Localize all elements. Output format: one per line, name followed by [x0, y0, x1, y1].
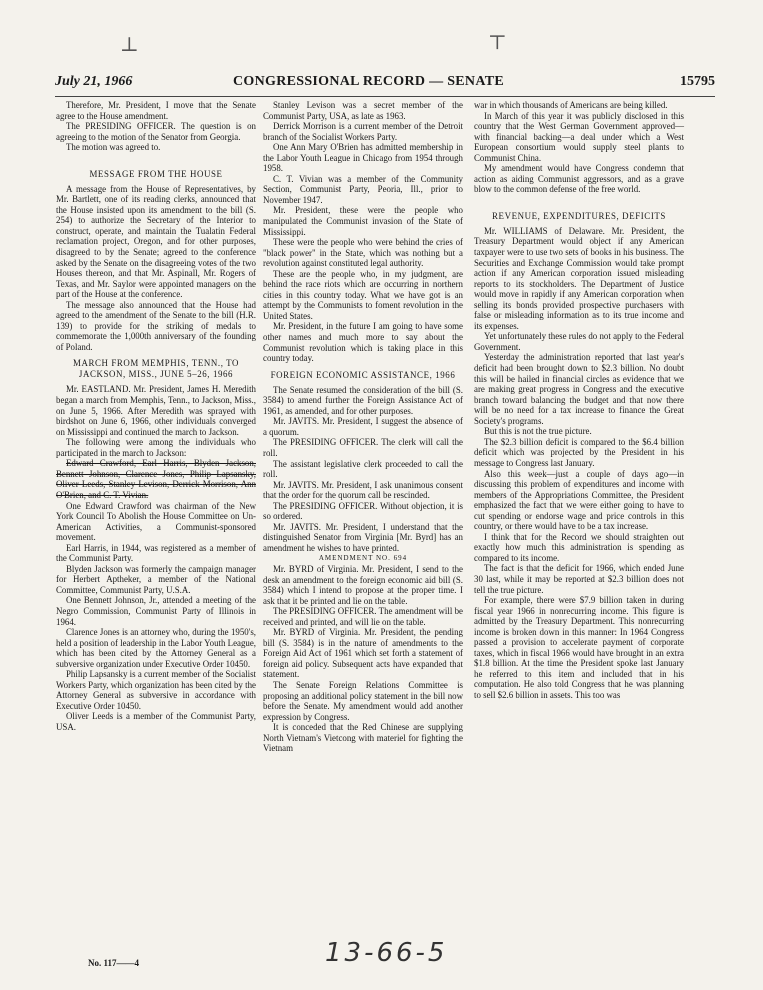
- paragraph: The message also announced that the House had agreed to the amendment of the Senate to the bill (H.R. 139) to provide for the striking of medals to commemorate the 1,000th anniversary of the founding of Poland.: [56, 299, 256, 352]
- header-date: July 21, 1966: [55, 74, 133, 89]
- paragraph: Mr. BYRD of Virginia. Mr. President, the pending bill (S. 3584) is in the nature of amendments to the Foreign Aid Act of 1961 which set forth a statement of foreign aid policy. Subsequent acts have expanded that statement.: [263, 627, 463, 680]
- paragraph: The PRESIDING OFFICER. Without objection, it is so ordered.: [263, 500, 463, 522]
- paragraph: Mr. JAVITS. Mr. President, I ask unanimous consent that the order for the quorum call be rescinded.: [263, 479, 463, 501]
- paragraph: Oliver Leeds is a member of the Communist Party, USA.: [56, 711, 256, 732]
- paragraph: In March of this year it was publicly disclosed in this country that the West German Government approved—with financial backing—a deal under which a West European consortium would supply steel plants to Communist China.: [474, 110, 684, 163]
- page-number: 15795: [680, 74, 715, 89]
- paragraph: A message from the House of Representatives, by Mr. Bartlett, one of its reading clerks, announced that the House insisted upon its amendment to the bill (S. 254) to authorize the Secretary of the Interior to construct, operate, and maintain the Tualatin Federal reclamation project, Oregon, and for other purposes, disagreed to by the Senate; agreed to the conference asked by the Senate on the disagreeing votes of the two Houses thereon, and that Mr. Aspinall, Mr. Rogers of Texas, and Mr. Saylor were appointed managers on the part of the House at the conference.: [56, 183, 256, 300]
- paragraph: Mr. JAVITS. Mr. President, I understand that the distinguished Senator from Virginia [Mr. Byrd] has an amendment he wishes to have printed.: [263, 521, 463, 553]
- handwritten-annotation: 13-66-5: [325, 938, 448, 968]
- column-2: [263, 100, 463, 754]
- paragraph: The following were among the individuals who participated in the march to Jackson:: [56, 437, 256, 458]
- section-heading: MESSAGE FROM THE HOUSE: [89, 168, 223, 179]
- paragraph: But this is not the true picture.: [484, 426, 592, 437]
- paragraph: I think that for the Record we should straighten out exactly how much this administration is spending as compared to its income.: [474, 531, 684, 563]
- paragraph: For example, there were $7.9 billion taken in during fiscal year 1966 in nonrecurring income. This figure is admitted by the Treasury Department. This nonrecurring income is broken down in this manner: In 1964 Congress passed a provision to accelerate payment of corporate taxes, which in fiscal 1966 would have brought in an extra $1.8 billion. At the time the President spoke last January he referred to this item and included that in his computation. He also told Congress that he was planning to sell $2.6 billion in assets. This too was: [474, 595, 684, 700]
- paragraph: Mr. President, these were the people who manipulated the Communist invasion of the State of Mississippi.: [263, 205, 463, 237]
- paragraph: The assistant legislative clerk proceeded to call the roll.: [263, 458, 463, 480]
- issue-number: No. 117——4: [88, 958, 140, 968]
- paragraph: One Bennett Johnson, Jr., attended a meeting of the Negro Commission, Communist Party of Illinois in 1964.: [56, 595, 256, 627]
- paragraph: Yesterday the administration reported that last year's deficit had been brought down to $2.3 billion. No doubt this will be hailed in financial circles as evidence that we are making great progress in Congress and the executive branch toward balancing the budget and that now there will be no need for a tax increase to finance the Great Society's programs.: [474, 352, 684, 426]
- section-heading: FOREIGN ECONOMIC ASSISTANCE, 1966: [270, 369, 456, 380]
- paragraph: The PRESIDING OFFICER. The question is on agreeing to the motion of the Senator from Georgia.: [56, 121, 256, 142]
- amendment-label: AMENDMENT NO. 694: [318, 554, 408, 563]
- binder-mark: ⊤: [488, 32, 507, 54]
- column-3: [474, 100, 684, 701]
- paragraph: The motion was agreed to.: [66, 142, 161, 153]
- paragraph: The fact is that the deficit for 1966, which ended June 30 last, while it may be reported at $2.3 billion does not tell the true picture.: [474, 563, 684, 595]
- paragraph: Earl Harris, in 1944, was registered as a member of the Communist Party.: [56, 542, 256, 564]
- paragraph: Also this week—just a couple of days ago—in discussing this problem of expenditures and income with members of the Appropriations Committee, the President emphasized the fact that we were either going to have to cut spending or endorse wage and price controls in this country, or there would have to be a tax increase.: [474, 468, 684, 532]
- paragraph: C. T. Vivian was a member of the Community Section, Communist Party, Peoria, Ill., prior to November 1947.: [263, 173, 463, 205]
- paragraph: One Edward Crawford was chairman of the New York Council To Abolish the House Committee on Un-American Activities, a Communist-sponsored movement.: [56, 500, 256, 543]
- binder-mark: ⊥: [120, 34, 139, 56]
- paragraph: These were the people who were behind the cries of "black power" in the State, which was nothing but a revolution against constituted legal authority.: [263, 237, 463, 269]
- paragraph: The Senate resumed the consideration of the bill (S. 3584) to amend further the Foreign Assistance Act of 1961, as amended, and for other purposes.: [263, 384, 463, 416]
- paragraph: Philip Lapsansky is a current member of the Socialist Workers Party, which organization has been cited by the Attorney General as subversive in accordance with Executive Order 10450.: [56, 669, 256, 711]
- paragraph: Clarence Jones is an attorney who, during the 1950's, held a position of leadership in the Labor Youth League, which has been cited by the Attorney General as a subversive organization under Executive Order 10450.: [56, 627, 256, 669]
- paragraph: The $2.3 billion deficit is compared to the $6.4 billion deficit which was projected by the President in his message to Congress last January.: [474, 436, 684, 468]
- paragraph: The PRESIDING OFFICER. The amendment will be received and printed, and will lie on the table.: [263, 606, 463, 627]
- paragraph: Mr. BYRD of Virginia. Mr. President, I send to the desk an amendment to the foreign economic aid bill (S. 3584) which I intend to propose at the proper time. I ask that it be printed and lie on the table.: [263, 563, 463, 606]
- paragraph: Mr. JAVITS. Mr. President, I suggest the absence of a quorum.: [263, 416, 463, 437]
- paragraph: Therefore, Mr. President, I move that the Senate agree to the House amendment.: [56, 100, 256, 121]
- paragraph: It is conceded that the Red Chinese are supplying North Vietnam's Vietcong with materiel for fighting the Vietnam: [263, 722, 463, 754]
- section-heading: MARCH FROM MEMPHIS, TENN., TO JACKSON, MISS., JUNE 5–26, 1966: [72, 358, 240, 380]
- paragraph: Mr. EASTLAND. Mr. President, James H. Meredith began a march from Memphis, Tenn., to Jackson, Miss., on June 5, 1966. After Meredith was sprayed with birdshot on June 6, 1966, other individuals converged on Mississippi and continued the march to Jackson.: [56, 384, 256, 437]
- paragraph: The Senate Foreign Relations Committee is proposing an additional policy statement in the bill now before the Senate. My amendment would add another expression by Congress.: [263, 679, 463, 722]
- paragraph: Mr. President, in the future I am going to have some other names and much more to say about the Communist revolution which is taking place in this country today.: [263, 321, 463, 364]
- page-header: [55, 74, 715, 97]
- paragraph: These are the people who, in my judgment, are behind the race riots which are occurring in northern cities in this country today. What we have got is an attempt by the Communists to foment revolution in the United States.: [263, 268, 463, 321]
- paragraph: Mr. WILLIAMS of Delaware. Mr. President, the Treasury Department would object if any American taxpayer were to use two sets of books in his business. The Securities and Exchange Commission would take prompt action if any American corporation issued misleading reports to its stockholders. The Department of Justice would move in rapidly if any American corporation when selling its bonds provided prospective purchasers with false or misleading information as to its true income and its expenses.: [474, 225, 684, 331]
- paragraph: war in which thousands of Americans are being killed.: [474, 100, 668, 110]
- column-1: [56, 100, 256, 733]
- section-heading: REVENUE, EXPENDITURES, DEFICITS: [492, 210, 666, 221]
- header-title: CONGRESSIONAL RECORD — SENATE: [233, 74, 504, 89]
- paragraph: The PRESIDING OFFICER. The clerk will call the roll.: [263, 437, 463, 458]
- paragraph: Edward Crawford, Earl Harris, Blyden Jackson, Bennett Johnson, Clarence Jones, Philip Lapsansky, Oliver Leeds, Stanley Levison, Derrick Morrison, Ann O'Brien, and C. T. Vivian.: [56, 458, 256, 500]
- paragraph: Derrick Morrison is a current member of the Detroit branch of the Socialist Workers Party.: [263, 121, 463, 142]
- paragraph: Stanley Levison was a secret member of the Communist Party, USA, as late as 1963.: [263, 100, 463, 121]
- paragraph: Yet unfortunately these rules do not apply to the Federal Government.: [474, 331, 684, 352]
- paragraph: One Ann Mary O'Brien has admitted membership in the Labor Youth League in Chicago from 1954 through 1958.: [263, 142, 463, 174]
- paragraph: Blyden Jackson was formerly the campaign manager for Herbert Aptheker, a member of the National Committee, Communist Party, U.S.A.: [56, 563, 256, 595]
- paragraph: My amendment would have Congress condemn that action as aiding Communist aggressors, and as a grave blow to the common defense of the free world.: [474, 163, 684, 195]
